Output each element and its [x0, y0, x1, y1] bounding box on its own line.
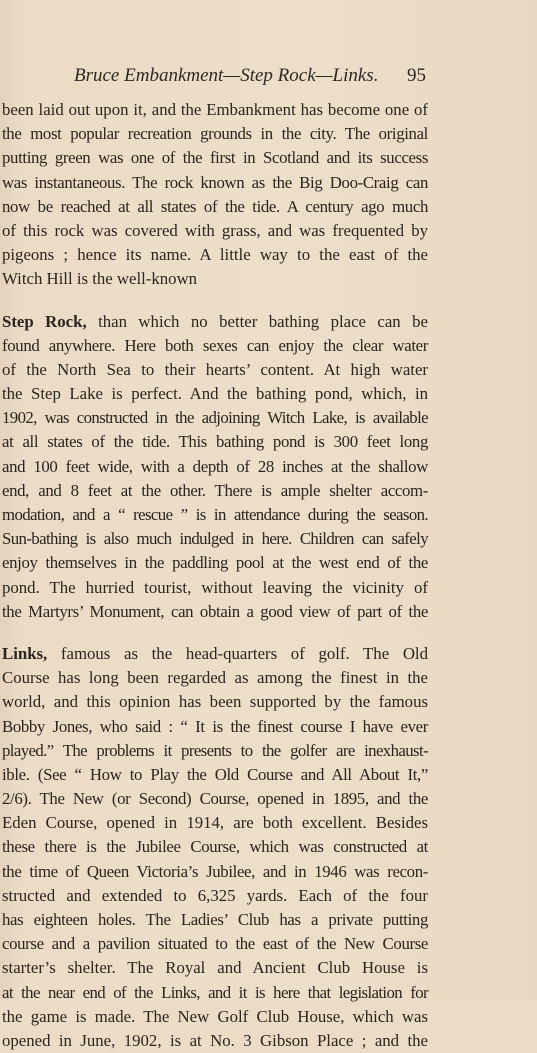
text-line: these there is the Jubilee Course, which was constructed at: [2, 837, 428, 857]
text-line: course and a pavilion situated to the east of the New Course: [2, 934, 428, 954]
text-line: of the North Sea to their hearts’ content. At high water: [2, 359, 428, 379]
text-line: opened in June, 1902, is at No. 3 Gibson Place ; and the: [2, 1030, 428, 1050]
text-line: starter’s shelter. The Royal and Ancient Club House is: [2, 958, 428, 978]
running-title: Bruce Embankment—Step Rock—Links.: [74, 65, 379, 86]
page-number: 95: [407, 65, 426, 86]
text-line: played.” The problems it presents to the golfer are inexhaust-: [2, 740, 428, 760]
text-line: the most popular recreation grounds in the city. The original: [2, 124, 428, 144]
text-line: enjoy themselves in the paddling pool at the west end of the: [2, 553, 428, 573]
text-line: 2/6). The New (or Second) Course, opened in 1895, and the: [2, 789, 428, 809]
text-line: now be reached at all states of the tide. A century ago much: [2, 196, 428, 216]
text-line: pigeons ; hence its name. A little way to the east of the: [2, 245, 428, 265]
text-line: end, and 8 feet at the other. There is ample shelter accom-: [2, 480, 428, 500]
text-line: 1902, was constructed in the adjoining Witch Lake, is available: [2, 408, 428, 428]
text-line: and 100 feet wide, with a depth of 28 inches at the shallow: [2, 456, 428, 476]
text-line: Bobby Jones, who said : “ It is the finest course I have ever: [2, 716, 428, 736]
text-line: been laid out upon it, and the Embankment has become one of: [2, 100, 428, 119]
text-line: [2, 310, 428, 334]
text-line: world, and this opinion has been supported by the famous: [2, 692, 428, 712]
text-line: Sun-bathing is also much indulged in here. Children can safely: [2, 529, 428, 549]
text-line: of this rock was covered with grass, and was frequented by: [2, 220, 428, 240]
running-head: [0, 64, 537, 88]
text-line: ible. (See “ How to Play the Old Course and All About It,”: [2, 764, 428, 784]
text-line: Eden Course, opened in 1914, are both excellent. Besides: [2, 813, 428, 833]
text-line: was instantaneous. The rock known as the Big Doo-Craig can: [2, 172, 428, 192]
text-line: putting green was one of the first in Scotland and its success: [2, 148, 428, 168]
text-line: structed and extended to 6,325 yards. Each of the four: [2, 885, 428, 905]
section-lead-links: Links,: [2, 643, 48, 663]
body-text: [2, 98, 428, 1053]
text-line: the Martyrs’ Monument, can obtain a good view of part of the: [2, 601, 428, 621]
line-continuation: than which no better bathing place can be: [86, 311, 428, 331]
text-line: at all states of the tide. This bathing pond is 300 feet long: [2, 432, 428, 452]
text-line: modation, and a “ rescue ” is in attendance during the season.: [2, 505, 428, 524]
text-line: the game is made. The New Golf Club House, which was: [2, 1006, 428, 1026]
text-line: at the near end of the Links, and it is here that legislation for: [2, 982, 428, 1002]
text-line: pond. The hurried tourist, without leaving the vicinity of: [2, 577, 428, 597]
text-line: found anywhere. Here both sexes can enjoy the clear water: [2, 335, 428, 355]
text-line: the Step Lake is perfect. And the bathing pond, which, in: [2, 384, 428, 404]
paragraph-embankment: [2, 98, 428, 292]
line-continuation: famous as the head-quarters of golf. The Old: [47, 643, 428, 663]
text-line: Course has long been regarded as among the finest in the: [2, 668, 428, 688]
text-line: has eighteen holes. The Ladies’ Club has a private putting: [2, 910, 428, 929]
paragraph-step-rock: [2, 310, 428, 624]
text-line: [2, 642, 428, 666]
text-line: Witch Hill is the well-known: [2, 269, 198, 289]
text-line: the time of Queen Victoria’s Jubilee, and in 1946 was recon-: [2, 861, 428, 881]
paragraph-links: [2, 642, 428, 1053]
section-lead-step-rock: Step Rock,: [2, 311, 87, 331]
